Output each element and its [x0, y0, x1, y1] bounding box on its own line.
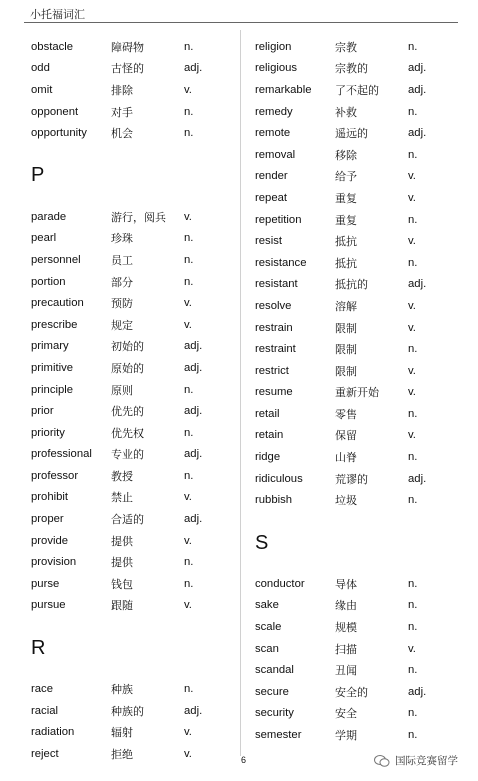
vocab-word: portion [31, 275, 66, 288]
vocab-part-of-speech: v. [408, 642, 416, 655]
page-number: 6 [241, 755, 247, 765]
vocab-translation: 遥远的 [335, 127, 368, 141]
vocab-translation: 排除 [111, 83, 133, 97]
vocab-word: restrict [255, 364, 289, 377]
header-rule [24, 22, 458, 23]
vocab-word: pearl [31, 232, 57, 245]
vocab-translation: 初始的 [111, 340, 144, 354]
vocab-word: ridiculous [255, 472, 303, 485]
vocab-translation: 给予 [335, 170, 357, 184]
vocab-row [255, 681, 465, 703]
vocab-row [255, 616, 465, 638]
vocab-row [255, 659, 465, 681]
vocab-translation: 宗教 [335, 40, 357, 54]
vocab-translation: 限制 [335, 364, 357, 378]
vocab-word: priority [31, 426, 65, 439]
vocab-part-of-speech: n. [408, 707, 418, 720]
vocab-translation: 合适的 [111, 513, 144, 527]
vocab-row [255, 338, 465, 360]
vocab-row [31, 400, 241, 422]
section-letter-p: P [31, 164, 45, 187]
vocab-row [255, 317, 465, 339]
vocab-word: prescribe [31, 318, 78, 331]
vocab-word: opponent [31, 105, 79, 118]
vocab-word: secure [255, 685, 289, 698]
vocab-part-of-speech: n. [184, 40, 194, 53]
vocab-part-of-speech: v. [408, 364, 416, 377]
vocab-word: remedy [255, 105, 293, 118]
vocab-part-of-speech: n. [408, 621, 418, 634]
vocab-word: proper [31, 513, 64, 526]
vocab-translation: 提供 [111, 556, 133, 570]
vocab-translation: 机会 [111, 127, 133, 141]
vocab-word: restraint [255, 343, 296, 356]
vocab-word: religion [255, 40, 292, 53]
vocab-row [255, 382, 465, 404]
vocab-part-of-speech: n. [408, 599, 418, 612]
vocab-translation: 补救 [335, 105, 357, 119]
vocab-word: conductor [255, 577, 305, 590]
vocab-row [31, 292, 241, 314]
vocab-word: rubbish [255, 494, 293, 507]
vocab-part-of-speech: adj. [408, 472, 427, 485]
vocab-translation: 丑闻 [335, 664, 357, 678]
vocab-word: restrain [255, 321, 293, 334]
vocab-word: resistance [255, 256, 307, 269]
vocab-row [31, 508, 241, 530]
vocab-row [255, 101, 465, 123]
vocab-word: pursue [31, 599, 66, 612]
vocab-translation: 抵抗 [335, 235, 357, 249]
vocab-word: precaution [31, 297, 84, 310]
vocab-row [255, 230, 465, 252]
vocab-row [31, 573, 241, 595]
vocab-row [31, 530, 241, 552]
vocab-row [255, 58, 465, 80]
vocab-translation: 安全 [335, 707, 357, 721]
vocab-word: religious [255, 62, 298, 75]
vocab-row [31, 721, 241, 743]
vocab-translation: 古怪的 [111, 62, 144, 76]
vocab-row [31, 678, 241, 700]
vocab-part-of-speech: adj. [184, 62, 203, 75]
vocab-group-o [31, 36, 241, 144]
vocab-word: opportunity [31, 127, 87, 140]
vocab-group-s [255, 573, 465, 746]
vocab-translation: 了不起的 [335, 83, 379, 97]
vocab-word: odd [31, 62, 50, 75]
vocab-translation: 优先权 [111, 426, 144, 440]
vocab-part-of-speech: n. [408, 451, 418, 464]
vocab-translation: 限制 [335, 321, 357, 335]
vocab-translation: 荒谬的 [335, 472, 368, 486]
vocab-translation: 学期 [335, 729, 357, 743]
vocab-translation: 溶解 [335, 299, 357, 313]
vocab-word: radiation [31, 726, 75, 739]
vocab-row [255, 144, 465, 166]
vocab-part-of-speech: n. [184, 105, 194, 118]
vocab-word: prohibit [31, 491, 69, 504]
vocab-group-p [31, 206, 241, 616]
vocab-row [31, 122, 241, 144]
vocab-translation: 抵抗的 [335, 278, 368, 292]
vocab-row [255, 425, 465, 447]
vocab-translation: 游行，阅兵 [111, 210, 166, 224]
section-letter-r: R [31, 636, 46, 659]
vocab-word: security [255, 707, 294, 720]
vocab-translation: 部分 [111, 275, 133, 289]
vocab-word: primary [31, 340, 69, 353]
vocab-word: repeat [255, 191, 288, 204]
vocab-row [255, 403, 465, 425]
vocab-translation: 员工 [111, 253, 133, 267]
vocab-word: reject [31, 747, 59, 760]
vocab-row [31, 206, 241, 228]
vocab-row [255, 36, 465, 58]
vocab-part-of-speech: n. [408, 343, 418, 356]
vocab-translation: 缘由 [335, 599, 357, 613]
vocab-word: race [31, 683, 53, 696]
vocab-group-r-continued [255, 36, 465, 511]
vocab-part-of-speech: adj. [408, 685, 427, 698]
vocab-word: parade [31, 210, 67, 223]
vocab-translation: 导体 [335, 577, 357, 591]
vocab-translation: 规定 [111, 318, 133, 332]
vocab-row [255, 573, 465, 595]
vocab-part-of-speech: v. [184, 534, 192, 547]
vocab-part-of-speech: adj. [408, 62, 427, 75]
vocab-translation: 预防 [111, 297, 133, 311]
vocab-part-of-speech: adj. [408, 278, 427, 291]
vocab-row [31, 444, 241, 466]
vocab-word: scandal [255, 664, 294, 677]
vocab-part-of-speech: v. [184, 491, 192, 504]
vocab-part-of-speech: v. [184, 726, 192, 739]
vocab-part-of-speech: v. [184, 210, 192, 223]
vocab-translation: 钱包 [111, 577, 133, 591]
vocab-translation: 宗教的 [335, 62, 368, 76]
vocab-word: resume [255, 386, 293, 399]
vocab-translation: 山脊 [335, 451, 357, 465]
vocab-part-of-speech: adj. [408, 127, 427, 140]
vocab-row [255, 166, 465, 188]
vocab-word: resolve [255, 299, 292, 312]
vocab-part-of-speech: v. [408, 170, 416, 183]
vocab-row [31, 743, 241, 765]
vocab-part-of-speech: n. [408, 729, 418, 742]
vocab-translation: 对手 [111, 105, 133, 119]
vocab-translation: 移除 [335, 148, 357, 162]
vocab-word: personnel [31, 253, 81, 266]
vocab-row [255, 489, 465, 511]
vocab-part-of-speech: v. [184, 747, 192, 760]
vocab-row [255, 468, 465, 490]
vocab-part-of-speech: v. [408, 191, 416, 204]
vocab-row [31, 249, 241, 271]
vocab-part-of-speech: n. [184, 469, 194, 482]
vocab-translation: 重新开始 [335, 386, 379, 400]
vocab-translation: 跟随 [111, 599, 133, 613]
vocab-part-of-speech: n. [184, 577, 194, 590]
vocab-part-of-speech: v. [408, 321, 416, 334]
vocab-word: professional [31, 448, 92, 461]
vocab-translation: 保留 [335, 429, 357, 443]
vocab-part-of-speech: n. [184, 127, 194, 140]
vocab-word: omit [31, 83, 53, 96]
vocab-translation: 原始的 [111, 361, 144, 375]
vocab-translation: 垃圾 [335, 494, 357, 508]
vocab-part-of-speech: v. [408, 429, 416, 442]
vocab-translation: 提供 [111, 534, 133, 548]
vocab-word: removal [255, 148, 296, 161]
vocab-row [31, 79, 241, 101]
vocab-word: racial [31, 704, 58, 717]
vocab-part-of-speech: adj. [184, 704, 203, 717]
vocab-word: principle [31, 383, 74, 396]
vocab-row [255, 209, 465, 231]
vocab-translation: 重复 [335, 191, 357, 205]
vocab-row [31, 551, 241, 573]
vocab-row [255, 638, 465, 660]
vocab-translation: 种族 [111, 683, 133, 697]
vocab-part-of-speech: n. [184, 275, 194, 288]
vocab-part-of-speech: v. [408, 235, 416, 248]
vocab-row [31, 36, 241, 58]
vocab-word: resistant [255, 278, 298, 291]
vocab-word: professor [31, 469, 79, 482]
vocab-translation: 重复 [335, 213, 357, 227]
vocab-translation: 抵抗 [335, 256, 357, 270]
vocab-translation: 零售 [335, 407, 357, 421]
vocab-part-of-speech: v. [184, 599, 192, 612]
vocab-word: retail [255, 407, 280, 420]
vocab-word: ridge [255, 451, 281, 464]
vocab-part-of-speech: n. [184, 383, 194, 396]
vocab-translation: 禁止 [111, 491, 133, 505]
vocab-part-of-speech: v. [408, 299, 416, 312]
vocab-row [31, 465, 241, 487]
vocab-part-of-speech: n. [408, 577, 418, 590]
vocab-part-of-speech: adj. [184, 448, 203, 461]
vocab-row [31, 314, 241, 336]
vocab-part-of-speech: n. [184, 426, 194, 439]
vocab-row [255, 446, 465, 468]
vocab-word: remarkable [255, 83, 312, 96]
vocab-row [255, 274, 465, 296]
vocab-row [255, 122, 465, 144]
vocab-part-of-speech: n. [184, 556, 194, 569]
vocab-row [31, 101, 241, 123]
vocab-translation: 扫描 [335, 642, 357, 656]
vocab-row [31, 487, 241, 509]
vocab-part-of-speech: n. [408, 664, 418, 677]
vocab-row [31, 595, 241, 617]
vocab-row [255, 187, 465, 209]
vocab-word: obstacle [31, 40, 74, 53]
vocab-row [255, 724, 465, 746]
vocab-part-of-speech: n. [408, 148, 418, 161]
section-letter-s: S [255, 531, 269, 554]
vocab-translation: 安全的 [335, 685, 368, 699]
vocab-translation: 规模 [335, 621, 357, 635]
vocab-translation: 教授 [111, 469, 133, 483]
vocab-word: prior [31, 405, 54, 418]
vocab-translation: 种族的 [111, 704, 144, 718]
vocab-word: retain [255, 429, 284, 442]
vocab-word: primitive [31, 361, 74, 374]
vocab-part-of-speech: v. [184, 297, 192, 310]
vocab-word: resist [255, 235, 282, 248]
wechat-icon [374, 754, 390, 768]
vocab-word: provision [31, 556, 77, 569]
vocab-row [31, 379, 241, 401]
vocab-translation: 限制 [335, 343, 357, 357]
vocab-part-of-speech: n. [408, 40, 418, 53]
vocab-part-of-speech: adj. [184, 405, 203, 418]
vocab-translation: 专业的 [111, 448, 144, 462]
vocab-translation: 珍珠 [111, 232, 133, 246]
vocab-row [31, 336, 241, 358]
vocab-word: scale [255, 621, 282, 634]
vocab-translation: 辐射 [111, 726, 133, 740]
vocab-translation: 原则 [111, 383, 133, 397]
vocab-part-of-speech: n. [408, 256, 418, 269]
vocab-part-of-speech: adj. [184, 513, 203, 526]
vocab-row [255, 252, 465, 274]
vocab-word: purse [31, 577, 60, 590]
vocab-row [31, 271, 241, 293]
vocab-part-of-speech: n. [408, 213, 418, 226]
vocab-part-of-speech: n. [408, 494, 418, 507]
vocab-word: render [255, 170, 288, 183]
vocab-part-of-speech: n. [184, 232, 194, 245]
vocab-translation: 障碍物 [111, 40, 144, 54]
vocab-part-of-speech: adj. [184, 340, 203, 353]
vocab-word: scan [255, 642, 279, 655]
vocab-part-of-speech: v. [184, 83, 192, 96]
vocab-row [31, 228, 241, 250]
vocab-word: semester [255, 729, 302, 742]
vocab-part-of-speech: n. [184, 683, 194, 696]
vocab-translation: 拒绝 [111, 747, 133, 761]
vocab-row [255, 360, 465, 382]
left-column [31, 36, 241, 765]
vocab-part-of-speech: n. [184, 253, 194, 266]
vocab-part-of-speech: n. [408, 407, 418, 420]
vocab-row [255, 295, 465, 317]
vocab-word: remote [255, 127, 291, 140]
watermark-text: 国际竞赛留学 [395, 755, 458, 767]
page-header-title: 小托福词汇 [30, 8, 85, 21]
watermark [374, 753, 458, 768]
vocab-row [31, 357, 241, 379]
vocab-part-of-speech: adj. [408, 83, 427, 96]
vocab-row [255, 703, 465, 725]
vocab-part-of-speech: v. [184, 318, 192, 331]
vocab-part-of-speech: v. [408, 386, 416, 399]
vocab-row [255, 79, 465, 101]
vocab-row [255, 595, 465, 617]
right-column [255, 36, 465, 746]
vocab-part-of-speech: n. [408, 105, 418, 118]
vocab-word: repetition [255, 213, 302, 226]
vocab-word: provide [31, 534, 69, 547]
vocab-translation: 优先的 [111, 405, 144, 419]
vocab-word: sake [255, 599, 279, 612]
vocab-part-of-speech: adj. [184, 361, 203, 374]
vocab-row [31, 422, 241, 444]
vocab-row [31, 700, 241, 722]
vocab-row [31, 58, 241, 80]
vocab-group-r [31, 678, 241, 764]
